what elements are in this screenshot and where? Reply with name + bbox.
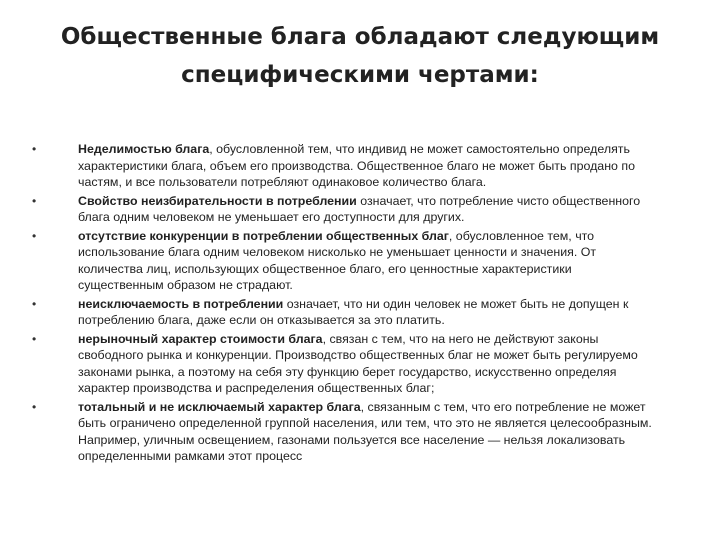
slide-title-line-2: специфическими чертами: bbox=[181, 62, 539, 88]
bullet-term: нерыночный характер стоимости блага bbox=[78, 331, 323, 346]
bullet-term: Неделимостью блага bbox=[78, 142, 210, 156]
bullet-term: отсутствие конкуренции в потреблении общественных благ bbox=[78, 228, 449, 243]
bullet-dot-icon: • bbox=[32, 193, 37, 208]
bullet-item bbox=[32, 141, 652, 191]
bullet-dot-icon: • bbox=[32, 142, 37, 156]
bullet-text: , связанным с тем, что его потребление не может быть ограничено определенной группой населения, или тем, что это не является целесообразным. Например, уличным освещением, газонами пользуется все население — нельзя локализовать определенными рамками этот процесс bbox=[78, 399, 652, 463]
bullet-dot-icon: • bbox=[32, 228, 37, 243]
bullet-dot-icon: • bbox=[32, 296, 37, 311]
bullet-dot-icon: • bbox=[32, 399, 37, 414]
bullet-list bbox=[32, 141, 652, 467]
bullet-text: , связан с тем, что на него не действуют законы свободного рынка и конкуренции. Производство общественных благ не может быть регулируемо законами рынка, а поэтому на себя эту функцию берет государство, искусственно определяя характер производства и распределения общественных благ; bbox=[78, 331, 638, 395]
bullet-item bbox=[32, 331, 652, 397]
bullet-term: неисключаемость в потреблении bbox=[78, 296, 284, 311]
bullet-dot-icon: • bbox=[32, 331, 37, 346]
slide-title bbox=[60, 18, 660, 94]
bullet-item bbox=[32, 193, 652, 226]
bullet-text: означает, что потребление чисто общественного блага одним человеком не уменьшает его доступности для других. bbox=[78, 193, 641, 224]
bullet-term: Свойство неизбирательности в потреблении bbox=[78, 193, 357, 208]
bullet-text: означает, что ни один человек не может быть не допущен к потреблению блага, даже если он отказывается за это платить. bbox=[78, 296, 629, 327]
bullet-text: , обусловленное тем, что использование блага одним человеком нисколько не уменьшает ценности и значения. От количества лиц, использующих общественное благо, его ценностные характеристики существенным образом не страдают. bbox=[78, 228, 597, 292]
bullet-term: тотальный и не исключаемый характер блага bbox=[78, 399, 361, 414]
bullet-text: , обусловленной тем, что индивид не может самостоятельно определять характеристики блага, объем его производства. Общественное благо не может быть продано по частям, и все пользователи потребляют одинаковое количество блага. bbox=[78, 142, 635, 189]
slide-title-line-1: Общественные блага обладают следующим bbox=[60, 24, 660, 50]
bullet-item bbox=[32, 296, 652, 329]
bullet-item bbox=[32, 228, 652, 294]
bullet-item bbox=[32, 399, 652, 465]
